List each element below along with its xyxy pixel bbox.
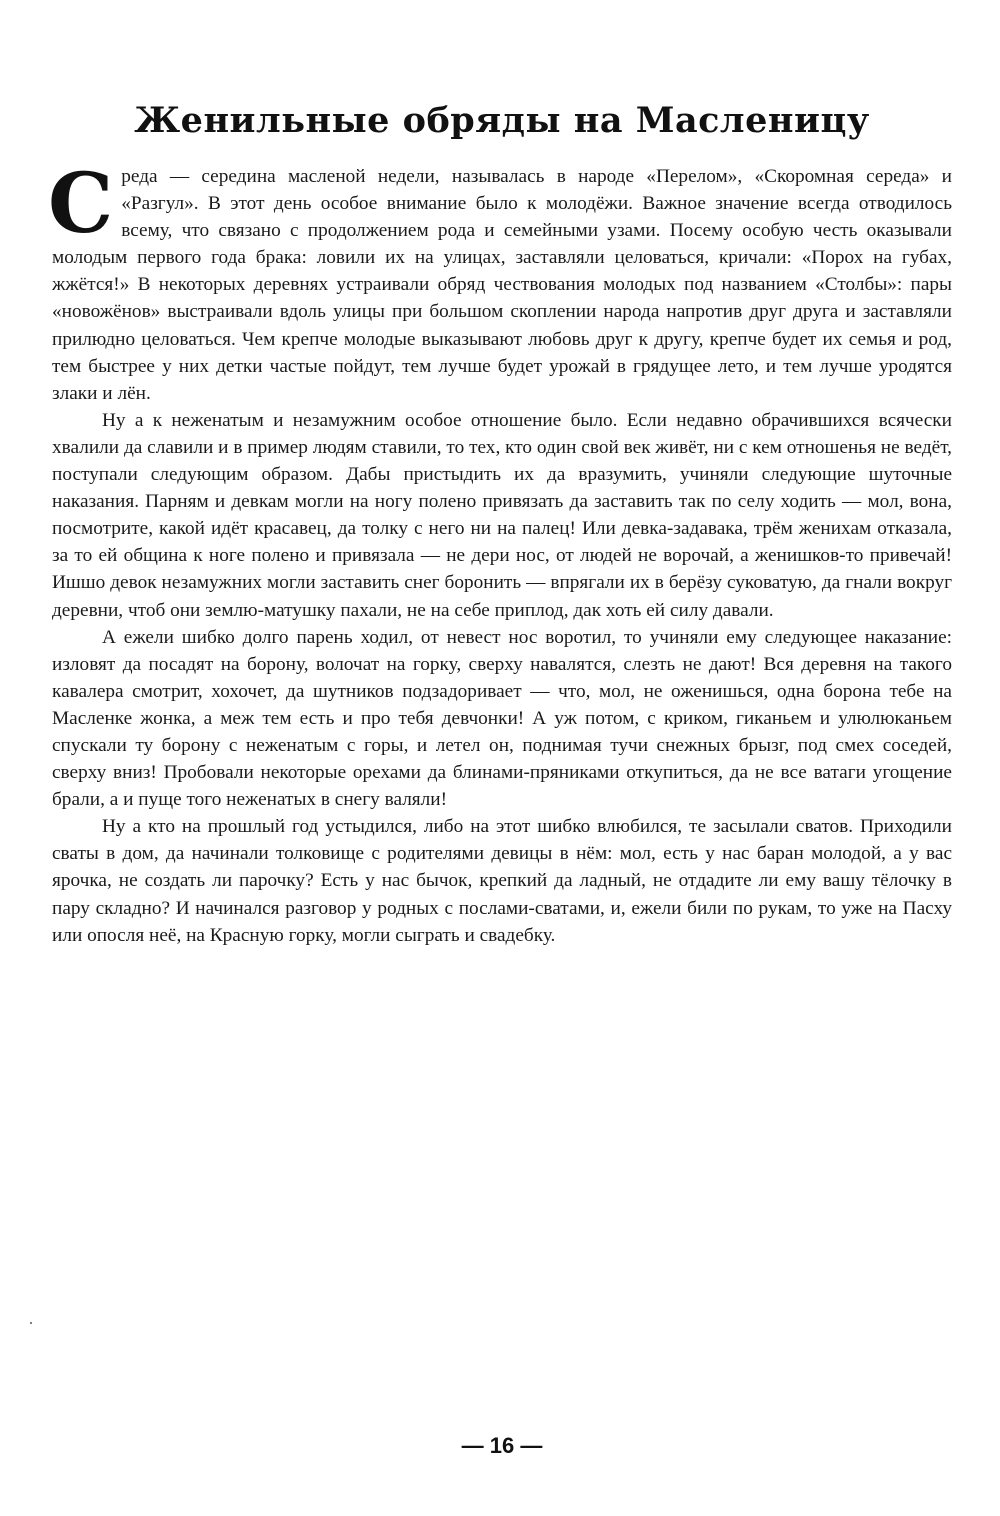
paragraph-4: Ну а кто на прошлый год устыдился, либо на этот шибко влюбился, те засылали сватов. Приходили сваты в дом, да начинали толковище с родителями девицы в нём: мол, есть у нас баран молодой, а у вас ярочка, не создать ли парочку? Есть у нас бычок, крепкий да ладный, не отдадите ли ему вашу тёлочку в пару складно? И начинался разговор у родных с послами-сватами, и, ежели били по рукам, то уже на Пасху или опосля неё, на Красную горку, могли сыграть и свадебку. <box>52 816 952 946</box>
book-page <box>48 0 952 1516</box>
paragraph-2: Ну а к неженатым и незамужним особое отношение было. Если недавно обрачившихся всячески хвалили да славили и в пример людям ставили, то тех, кто один свой век живёт, ни с кем отношенья не ведёт, поступали следующим образом. Дабы пристыдить их да вразумить, учиняли следующие шуточные наказания. Парням и девкам могли на ногу полено привязать да заставить так по селу ходить — мол, вона, посмотрите, какой идёт красавец, да толку с него ни на палец! Или девка-задавака, трём женихам отказала, за то ей община к ноге полено и привязала — не дери нос, от людей не ворочай, а женишков-то привечай! Ишшо девок незамужних могли заставить снег боронить — впрягали их в берёзу суковатую, да гнали вокруг деревни, чтоб они землю-матушку пахали, не на себе приплод, дак хоть ей силу давали. <box>52 409 952 621</box>
page-title: Женильные обряды на Масленицу <box>134 100 870 141</box>
paragraph-1-text: реда — середина масленой недели, называлась в народе «Перелом», «Скоромная середа» и «Разгул». В этот день особое внимание было к молодёжи. Важное значение всегда отводилось всему, что связано с продолжением рода и семейными узами. Посему особую честь оказывали молодым первого года брака: ловили их на улицах, заставляли целоваться, кричали: «Порох на губах, жжётся!» В некоторых деревнях устраивали обряд чествования молодых под названием «Столбы»: пары «новожёнов» выстраивали вдоль улицы при большом скоплении народа напротив друг друга и заставляли прилюдно целоваться. Чем крепче молодые выказывают любовь друг к другу, крепче будет их семья и род, тем быстрее у них детки частые пойдут, тем лучше будет урожай в грядущее лето, и тем лучше уродятся злаки и лён. <box>52 166 952 404</box>
article-body <box>48 156 952 949</box>
paragraph-1 <box>48 156 952 407</box>
paragraph-3: А ежели шибко долго парень ходил, от невест нос воротил, то учиняли ему следующее наказание: изловят да посадят на борону, волочат на горку, сверху навалятся, слезть не дают! Вся деревня на такого кавалера смотрит, хохочет, да шутников подзадоривает — что, мол, не оженишься, одна борона тебе на Масленке жонка, а меж тем есть и про тебя девчонки! А уж потом, с криком, гиканьем и улюлюканьем спускали ту борону с неженатым с горы, и летел он, поднимая тучи снежных брызг, под смех соседей, сверху вниз! Пробовали некоторые орехами да блинами-пряниками откупиться, да не все ватаги угощение брали, а и пуще того неженатых в снегу валяли! <box>52 626 952 811</box>
print-speck <box>30 1322 32 1324</box>
page-number: — 16 — <box>461 1433 543 1458</box>
drop-cap-letter: С <box>48 156 114 252</box>
